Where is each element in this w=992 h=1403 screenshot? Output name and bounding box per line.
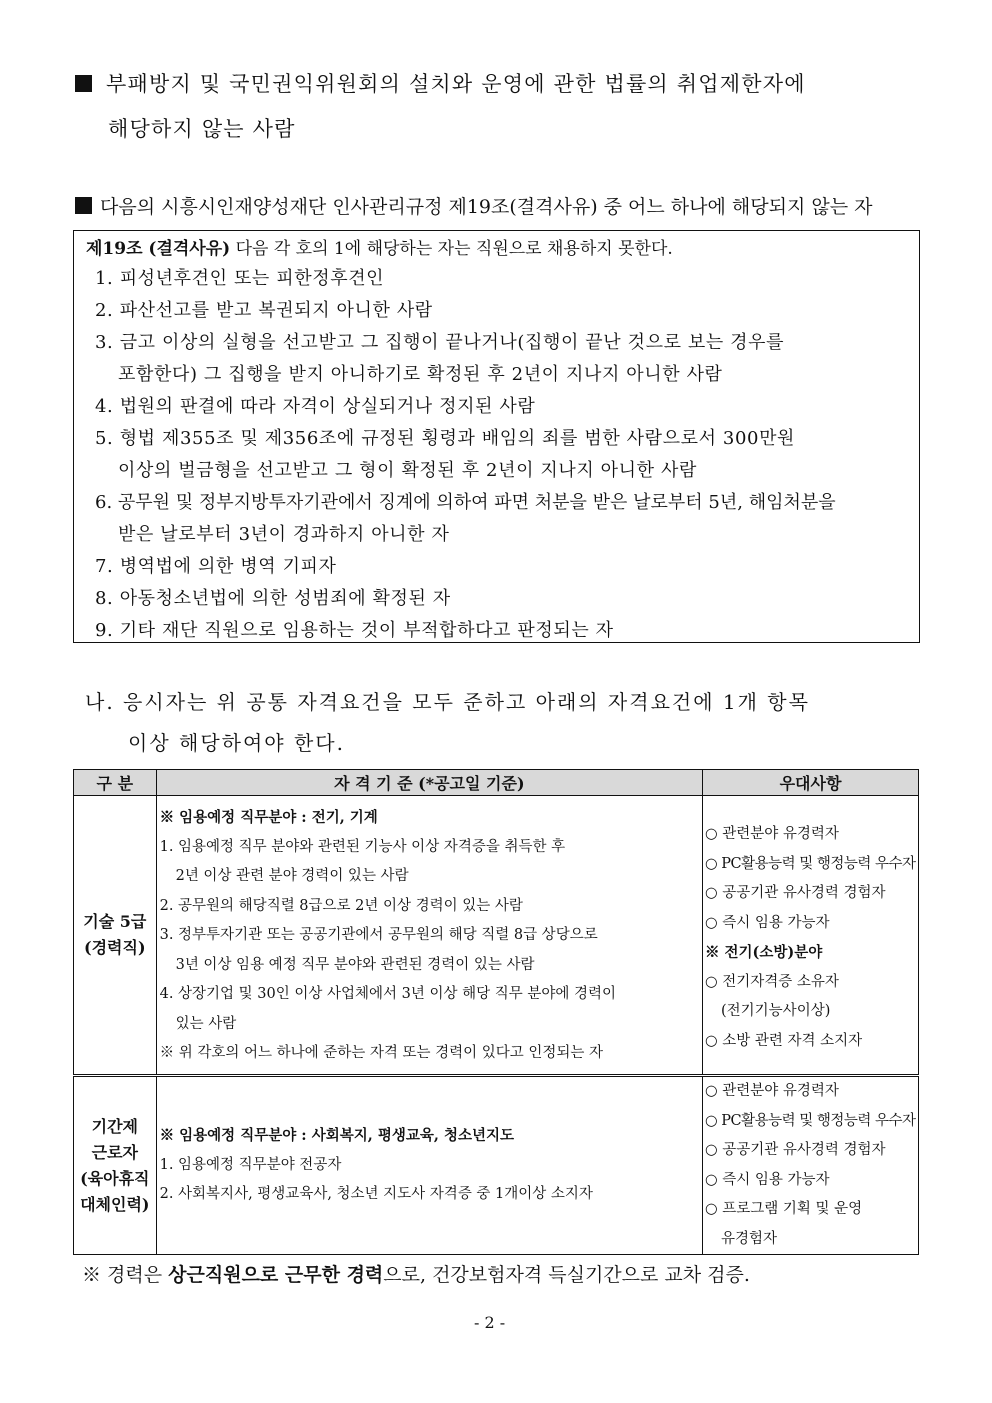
header-preferences: 우대사항: [703, 770, 919, 796]
category-line: 기간제: [91, 1116, 138, 1136]
note-prefix: ※ 경력은: [82, 1264, 169, 1286]
preference-line: ○ 공공기관 유사경력 경험자: [705, 885, 886, 901]
article-item-5-cont: 이상의 벌금형을 선고받고 그 형이 확정된 후 2년이 지나지 아니한 사람: [118, 460, 697, 481]
row-1-preferences: [703, 796, 919, 1076]
bullet-2-text: 다음의 시흥시인재양성재단 인사관리규정 제19조(결격사유) 중 어느 하나에 해당되지 않는 자: [100, 196, 873, 218]
criteria-line: 1. 임용예정 직무 분야와 관련된 기능사 이상 자격증을 취득한 후: [159, 838, 566, 855]
row-2-criteria: [156, 1076, 702, 1255]
article-item-3-cont: 포함한다) 그 집행을 받지 아니하기로 확정된 후 2년이 지나지 아니한 사람: [118, 364, 723, 385]
category-line: 근로자: [91, 1142, 138, 1162]
header-criteria: 자 격 기 준 (*공고일 기준): [156, 770, 702, 796]
subsection-line-1: 나. 응시자는 위 공통 자격요건을 모두 준하고 아래의 자격요건에 1개 항목: [85, 690, 810, 714]
note-suffix: 으로, 건강보험자격 득실기간으로 교차 검증.: [383, 1264, 750, 1286]
criteria-heading: ※ 임용예정 직무분야 : 사회복지, 평생교육, 청소년지도: [159, 1127, 514, 1145]
category-line: (육아휴직: [80, 1168, 150, 1188]
article-item-5: 5. 형법 제355조 및 제356조에 규정된 횡령과 배임의 죄를 범한 사람으로서 300만원: [95, 428, 796, 449]
preference-line: ○ 관련분야 유경력자: [705, 1083, 839, 1099]
criteria-line: 2. 공무원의 해당직렬 8급으로 2년 이상 경력이 있는 사람: [159, 897, 523, 914]
page-number: - 2 -: [474, 1313, 506, 1332]
article-item-6: 6. 공무원 및 정부지방투자기관에서 징계에 의하여 파면 처분을 받은 날로부터 5년, 해임처분을: [95, 492, 836, 513]
row-1-category: [74, 796, 157, 1076]
category-line: 기술 5급: [83, 912, 147, 931]
bullet-2: [75, 192, 872, 219]
criteria-line: 2. 사회복지사, 평생교육사, 청소년 지도사 자격증 중 1개이상 소지자: [159, 1186, 593, 1203]
bullet-1: [75, 68, 806, 98]
qualification-table: [73, 769, 919, 1255]
preference-line: ○ PC활용능력 및 행정능력 우수자: [705, 1112, 916, 1129]
preference-line: ○ PC활용능력 및 행정능력 우수자: [705, 855, 916, 872]
article-header: [86, 234, 673, 259]
category-line: (경력직): [84, 938, 146, 957]
criteria-line: 있는 사람: [175, 1015, 237, 1032]
square-bullet-icon: [75, 75, 92, 92]
criteria-line: 2년 이상 관련 분야 경력이 있는 사람: [175, 868, 409, 885]
article-title: 제19조 (결격사유): [86, 239, 231, 259]
subsection-line-2: 이상 해당하여야 한다.: [128, 731, 345, 755]
career-note: [82, 1260, 750, 1287]
row-1-criteria: [156, 796, 702, 1076]
preference-line: ※ 전기(소방)분야: [705, 944, 823, 961]
preference-line: 유경험자: [721, 1230, 778, 1247]
article-item-4: 4. 법원의 판결에 따라 자격이 상실되거나 정지된 사람: [95, 396, 536, 417]
preference-line: ○ 즉시 임용 가능자: [705, 1171, 830, 1188]
article-item-8: 8. 아동청소년법에 의한 성범죄에 확정된 자: [95, 588, 451, 609]
preference-line: ○ 즉시 임용 가능자: [705, 914, 830, 931]
preference-line: ○ 전기자격증 소유자: [705, 973, 839, 990]
header-category: 구 분: [74, 770, 157, 796]
preference-line: ○ 프로그램 기획 및 운영: [705, 1201, 863, 1217]
article-item-6-cont: 받은 날로부터 3년이 경과하지 아니한 자: [118, 524, 450, 545]
row-2-preferences: [703, 1076, 919, 1255]
table-row: [74, 1076, 919, 1255]
criteria-line: 4. 상장기업 및 30인 이상 사업체에서 3년 이상 해당 직무 분야에 경력이: [159, 986, 616, 1003]
article-item-9: 9. 기타 재단 직원으로 임용하는 것이 부적합하다고 판정되는 자: [95, 620, 614, 641]
preference-line: ○ 소방 관련 자격 소지자: [705, 1032, 863, 1049]
bullet-1-line-2: 해당하지 않는 사람: [108, 117, 296, 141]
criteria-line: ※ 위 각호의 어느 하나에 준하는 자격 또는 경력이 있다고 인정되는 자: [159, 1045, 603, 1062]
article-item-3: 3. 금고 이상의 실형을 선고받고 그 집행이 끝나거나(집행이 끝난 것으로 보는 경우를: [95, 332, 785, 353]
criteria-line: 3년 이상 임용 예정 직무 분야와 관련된 경력이 있는 사람: [175, 956, 535, 973]
table-header-row: [74, 770, 919, 796]
criteria-line: 3. 정부투자기관 또는 공공기관에서 공무원의 해당 직렬 8급 상당으로: [159, 927, 598, 944]
table-row: [74, 796, 919, 1076]
article-item-7: 7. 병역법에 의한 병역 기피자: [95, 556, 337, 577]
row-2-category: [74, 1076, 157, 1255]
preference-line: ○ 공공기관 유사경력 경험자: [705, 1142, 886, 1158]
preference-line: (전기기능사이상): [721, 1003, 831, 1019]
article-item-2: 2. 파산선고를 받고 복권되지 아니한 사람: [95, 300, 433, 321]
note-emphasis: 상근직원으로 근무한 경력: [168, 1264, 384, 1286]
article-item-1: 1. 피성년후견인 또는 피한정후견인: [95, 268, 385, 289]
bullet-1-line-1: 부패방지 및 국민권익위원회의 설치와 운영에 관한 법률의 취업제한자에: [106, 72, 806, 96]
criteria-heading: ※ 임용예정 직무분야 : 전기, 기계: [159, 809, 378, 827]
category-line: 대체인력): [80, 1194, 150, 1214]
article-intro: 다음 각 호의 1에 해당하는 자는 직원으로 채용하지 못한다.: [235, 239, 673, 259]
criteria-line: 1. 임용예정 직무분야 전공자: [159, 1156, 342, 1173]
square-bullet-icon: [75, 197, 92, 214]
preference-line: ○ 관련분야 유경력자: [705, 826, 839, 842]
